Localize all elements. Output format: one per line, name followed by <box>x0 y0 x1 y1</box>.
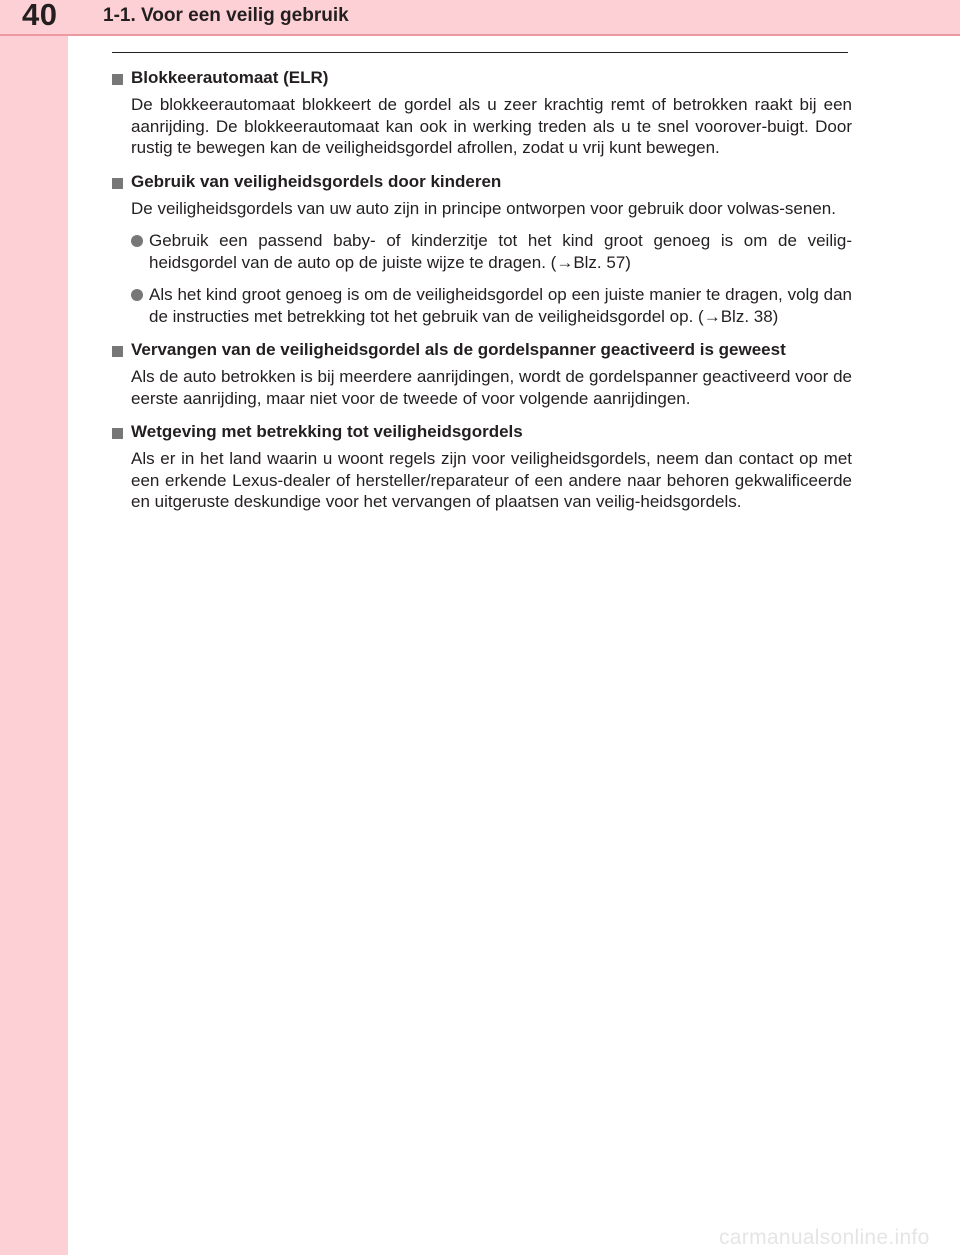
section-paragraph: Als er in het land waarin u woont regels zijn voor veiligheidsgordels, neem dan contact op met een erkende Lexus-dealer of hersteller/reparateur of een andere naar behoren gekwalificeerde en uitgeruste deskundige voor het vervangen of plaatsen van veilig-heidsgordels. <box>131 449 852 511</box>
section-heading: Vervangen van de veiligheidsgordel als de gordelspanner geactiveerd is geweest <box>112 338 852 362</box>
list-item: Gebruik een passend baby- of kinderzitje tot het kind groot genoeg is om de veilig-heidsgordel van de auto op de juiste wijze te dragen. (→Blz. 57) <box>149 230 852 273</box>
circle-bullet-icon <box>131 235 143 247</box>
section-paragraph: De veiligheidsgordels van uw auto zijn in principe ontworpen voor gebruik door volwas-senen. <box>131 198 836 218</box>
header-bar <box>0 0 960 34</box>
section-heading: Blokkeerautomaat (ELR) <box>112 66 852 90</box>
left-color-strip <box>0 0 68 1255</box>
content-top-rule <box>112 52 848 53</box>
page-content <box>112 66 852 524</box>
circle-bullet-icon <box>131 289 143 301</box>
square-bullet-icon <box>112 428 123 439</box>
square-bullet-icon <box>112 74 123 85</box>
list-item: Als het kind groot genoeg is om de veiligheidsgordel op een juiste manier te dragen, volg dan de instructies met betrekking tot het gebruik van de veiligheidsgordel op. (→Blz. 38) <box>149 284 852 327</box>
header-divider <box>0 34 960 36</box>
section-heading: Gebruik van veiligheidsgordels door kinderen <box>112 170 852 194</box>
watermark: carmanualsonline.info <box>719 1226 930 1249</box>
section-paragraph: Als de auto betrokken is bij meerdere aanrijdingen, wordt de gordelspanner geactiveerd voor de eerste aanrijding, maar niet voor de tweede of voor volgende aanrijdingen. <box>131 367 852 408</box>
section-heading: Wetgeving met betrekking tot veiligheidsgordels <box>112 420 852 444</box>
page-number: 40 <box>22 0 58 32</box>
square-bullet-icon <box>112 178 123 189</box>
section-title: 1-1. Voor een veilig gebruik <box>103 5 349 26</box>
square-bullet-icon <box>112 346 123 357</box>
section-paragraph: De blokkeerautomaat blokkeert de gordel als u zeer krachtig remt of betrokken raakt bij een aanrijding. De blokkeerautomaat kan ook in werking treden als u te snel voorover-buigt. Door rustig te bewegen kan de veiligheidsgordel afrollen, zodat u vrij kunt bewegen. <box>131 95 852 157</box>
